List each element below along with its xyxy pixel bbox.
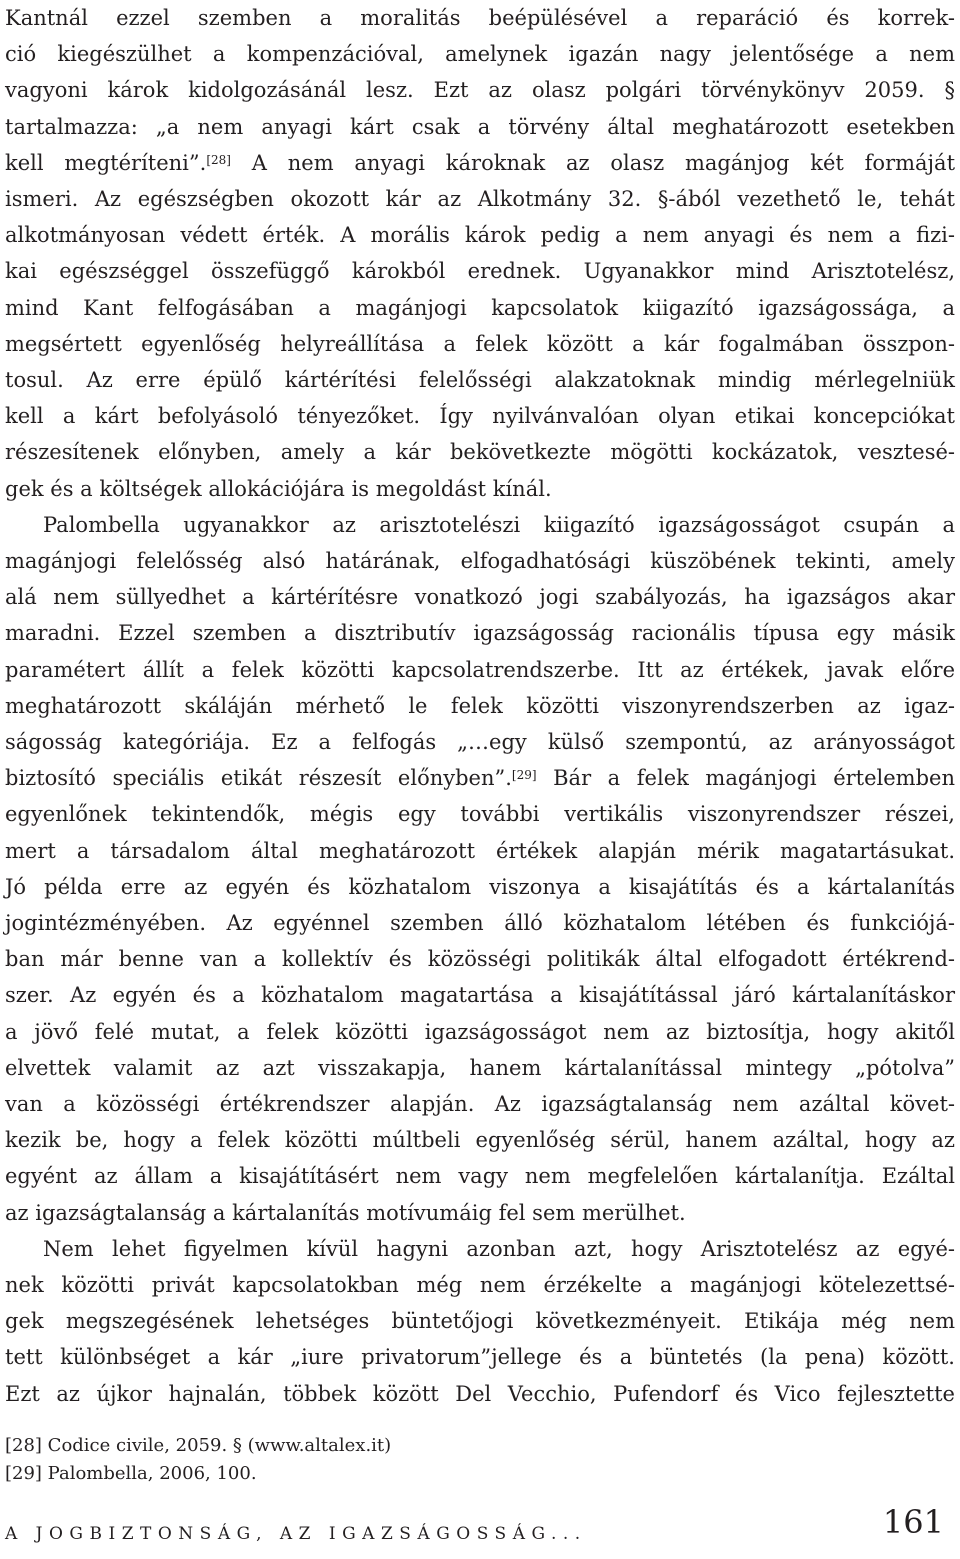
body-line: Kantnál ezzel szemben a moralitás beépülésével a reparáció és korrek- bbox=[5, 6, 955, 30]
running-head: A JOGBIZTONSÁG, AZ IGAZSÁGOSSÁG... bbox=[5, 1524, 587, 1544]
body-line: van a közösségi értékrendszer alapján. Az igazságtalanság nem azáltal követ- bbox=[5, 1092, 955, 1116]
body-line: tartalmazza: „a nem anyagi kárt csak a törvény által meghatározott esetekben bbox=[5, 114, 955, 139]
body-line: mind Kant felfogásában a magánjogi kapcsolatok kiigazító igazságossága, a bbox=[5, 295, 955, 320]
body-line: kezik be, hogy a felek közötti múltbeli egyenlőség sérül, hanem azáltal, hogy az bbox=[5, 1128, 955, 1153]
line-text: A nem anyagi károknak az olasz magánjog két formáját bbox=[230, 150, 956, 175]
body-line: gek megszegésének lehetséges büntetőjogi következményeit. Etikája még nem bbox=[5, 1309, 955, 1334]
body-line: jogintézményében. Az egyénnel szemben álló közhatalom létében és funkciójá- bbox=[5, 911, 955, 935]
body-line: részesítenek előnyben, amely a kár bekövetkezte mögötti kockázatok, vesztesé- bbox=[5, 440, 955, 465]
footnote-ref[interactable]: [28] bbox=[206, 152, 231, 167]
body-line: az igazságtalanság a kártalanítás motívumáig fel sem merülhet. bbox=[5, 1200, 686, 1225]
body-line: megsértett egyenlőség helyreállítása a felek között a kár fogalmában összpon- bbox=[5, 331, 955, 356]
body-line: Palombella ugyanakkor az arisztotelészi kiigazító igazságosságot csupán a bbox=[43, 512, 955, 537]
body-line: vagyoni károk kidolgozásánál lesz. Ezt az olasz polgári törvénykönyv 2059. § bbox=[5, 78, 955, 103]
body-line: alá nem süllyedhet a kártérítésre vonatkozó jogi szabályozás, ha igazságos akar bbox=[5, 585, 955, 610]
body-line: nek közötti privát kapcsolatokban még nem érzékelte a magánjogi kötelezettsé- bbox=[5, 1273, 955, 1297]
body-line: egyént az állam a kisajátításért nem vagy nem megfelelően kártalanítja. Ezáltal bbox=[5, 1164, 955, 1189]
body-line: paramétert állít a felek közötti kapcsolatrendszerbe. Itt az értékek, javak előre bbox=[5, 657, 955, 682]
body-line: szer. Az egyén és a közhatalom magatartása a kisajátítással járó kártalanításkor bbox=[5, 983, 955, 1008]
body-line: elvettek valamit az azt visszakapja, hanem kártalanítással mintegy „pótolva” bbox=[5, 1055, 955, 1080]
line-text: Bár a felek magánjogi értelemben bbox=[536, 766, 955, 791]
line-text: kell megtéríteni”. bbox=[5, 150, 207, 175]
body-line: Jó példa erre az egyén és közhatalom viszonya a kisajátítás és a kártalanítás bbox=[5, 874, 955, 899]
page-number: 161 bbox=[882, 1503, 944, 1541]
body-line: ban már benne van a kollektív és közösségi politikák által elfogadott értékrend- bbox=[5, 947, 955, 972]
body-line: egyenlőnek tekintendők, mégis egy további vertikális viszonyrendszer részei, bbox=[5, 802, 955, 827]
body-line: ságosság kategóriája. Ez a felfogás „…egy külső szempontú, az arányosságot bbox=[5, 730, 955, 754]
body-line: Nem lehet figyelmen kívül hagyni azonban azt, hogy Arisztotelész az egyé- bbox=[43, 1236, 955, 1261]
body-line: ció kiegészülhet a kompenzációval, amelynek igazán nagy jelentősége a nem bbox=[5, 42, 955, 67]
body-line: tett különbséget a kár „iure privatorum”jellege és a büntetés (la pena) között. bbox=[5, 1345, 955, 1370]
body-line bbox=[5, 145, 955, 181]
body-line: mert a társadalom által meghatározott értékek alapján mérik magatartásukat. bbox=[5, 838, 955, 863]
body-line: alkotmányosan védett érték. A morális károk pedig a nem anyagi és nem a fizi- bbox=[5, 223, 955, 248]
body-line: Ezt az újkor hajnalán, többek között Del Vecchio, Pufendorf és Vico fejlesztette bbox=[5, 1381, 955, 1406]
body-line: magánjogi felelősség alsó határának, elfogadhatósági küszöbének tekinti, amely bbox=[5, 549, 955, 573]
body-line: kai egészséggel összefüggő károkból erednek. Ugyanakkor mind Arisztotelész, bbox=[5, 259, 955, 284]
body-line: maradni. Ezzel szemben a disztributív igazságosság racionális típusa egy másik bbox=[5, 621, 955, 646]
body-line: meghatározott skáláján mérhető le felek közötti viszonyrendszerben az igaz- bbox=[5, 693, 955, 718]
body-line: kell a kárt befolyásoló tényezőket. Így nyilvánvalóan olyan etikai koncepciókat bbox=[5, 404, 955, 429]
footnote-29: [29] Palombella, 2006, 100. bbox=[5, 1463, 257, 1484]
footnote-28: [28] Codice civile, 2059. § (www.altalex.it) bbox=[5, 1435, 392, 1456]
body-line: tosul. Az erre épülő kártérítési felelősségi alakzatoknak mindig mérlegelniük bbox=[5, 368, 955, 392]
body-line bbox=[5, 760, 955, 796]
line-text: biztosító speciális etikát részesít előnyben”. bbox=[5, 766, 512, 791]
footnote-ref[interactable]: [29] bbox=[511, 768, 537, 783]
body-line: gek és a költségek allokációjára is megoldást kínál. bbox=[5, 476, 552, 501]
body-line: ismeri. Az egészségben okozott kár az Alkotmány 32. §-ából vezethető le, tehát bbox=[5, 187, 955, 211]
body-line: a jövő felé mutat, a felek közötti igazságosságot nem az biztosítja, hogy akitől bbox=[5, 1019, 955, 1044]
